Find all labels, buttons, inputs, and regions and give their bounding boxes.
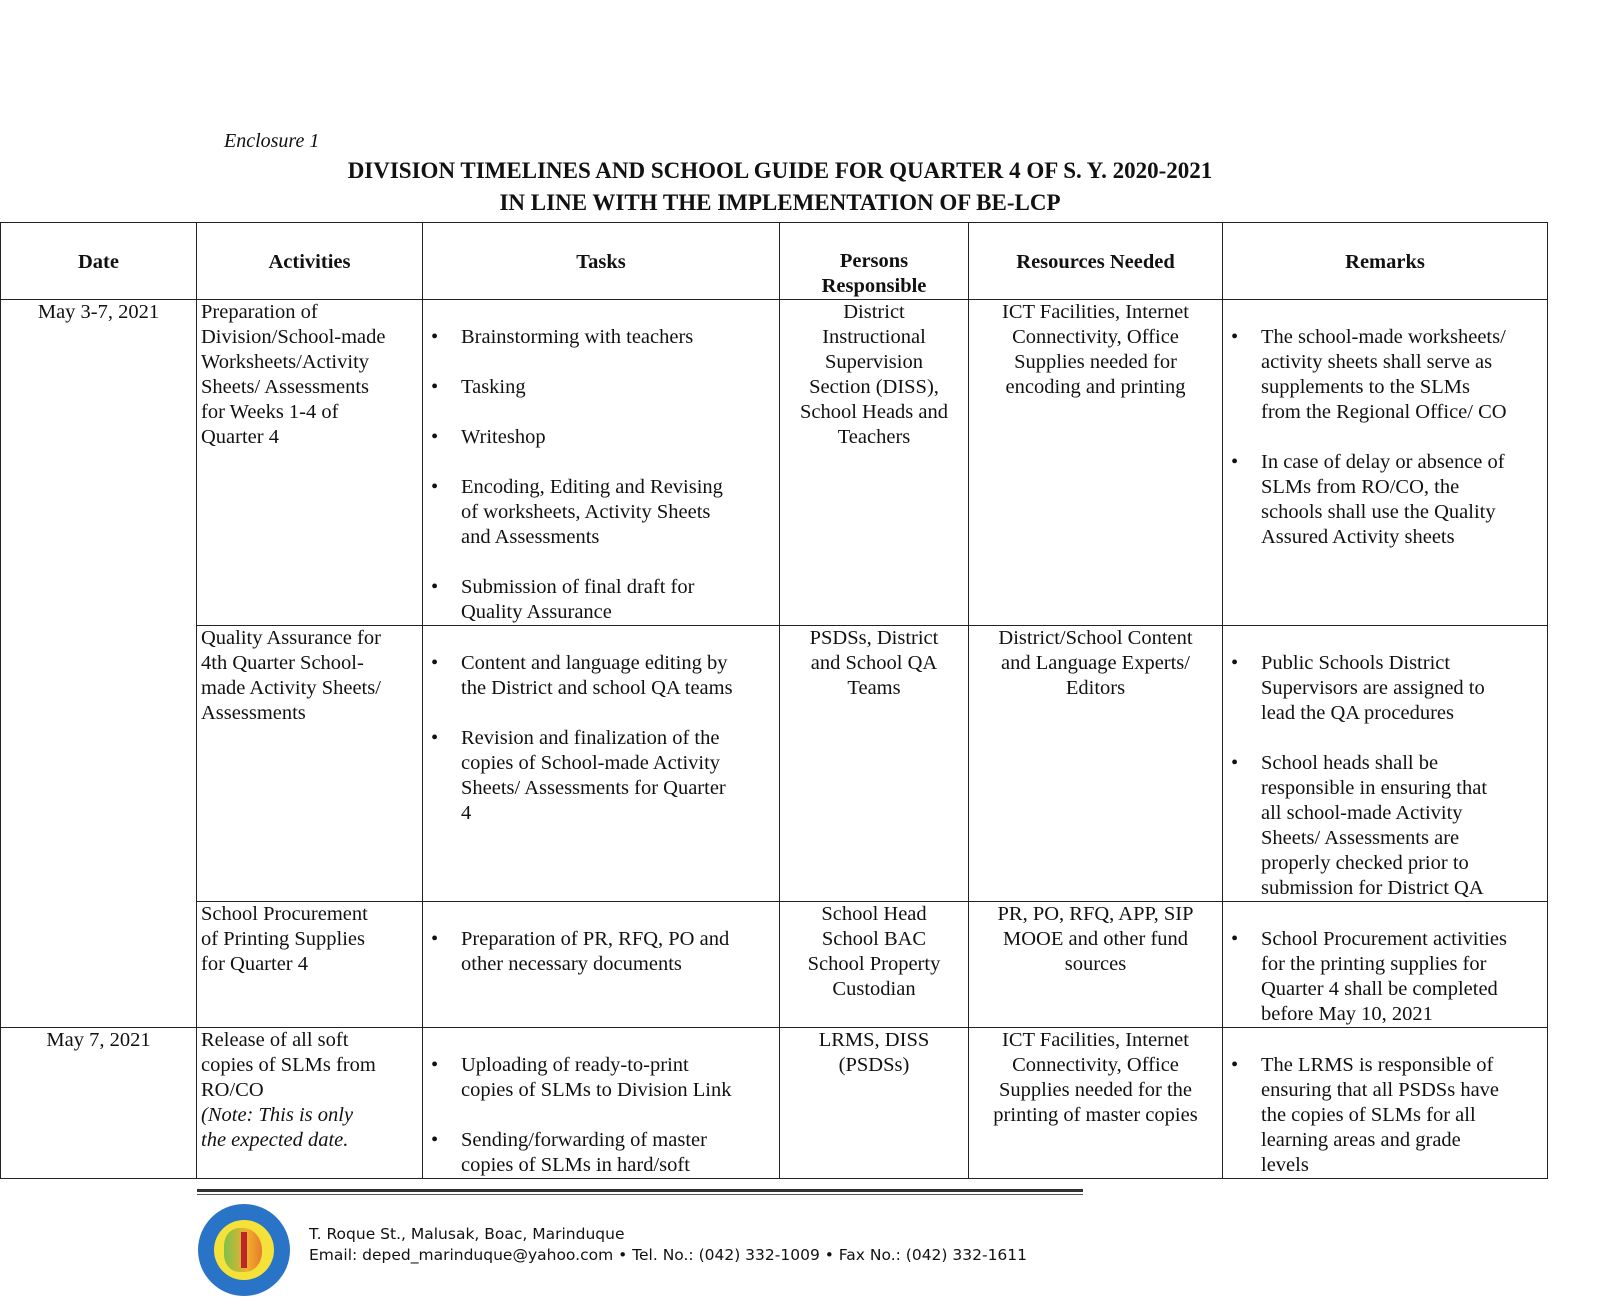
task-item: • Writeshop bbox=[427, 425, 775, 450]
resources-cell: ICT Facilities, Internet Connectivity, Office Supplies needed for the printing of master copies bbox=[969, 1028, 1223, 1179]
table-row bbox=[1, 1028, 1548, 1179]
enclosure-label: Enclosure 1 bbox=[224, 130, 320, 152]
remark-item: • School Procurement activities for the printing supplies for Quarter 4 shall be completed before May 10, 2021 bbox=[1227, 927, 1543, 1027]
resources-cell: District/School Content and Language Experts/ Editors bbox=[969, 626, 1223, 902]
deped-marinduque-seal-logo bbox=[198, 1204, 290, 1296]
footer-contact: Email: deped_marinduque@yahoo.com • Tel. No.: (042) 332-1009 • Fax No.: (042) 332-1611 bbox=[309, 1246, 1028, 1264]
persons-cell: PSDSs, District and School QA Teams bbox=[780, 626, 969, 902]
task-item: • Brainstorming with teachers bbox=[427, 325, 775, 350]
activity-cell bbox=[197, 1028, 423, 1179]
header-resources: Resources Needed bbox=[969, 223, 1223, 300]
task-item: • Preparation of PR, RFQ, PO and other necessary documents bbox=[427, 927, 775, 977]
persons-cell: LRMS, DISS (PSDSs) bbox=[780, 1028, 969, 1179]
task-item: • Content and language editing by the District and school QA teams bbox=[427, 651, 775, 701]
task-item: • Encoding, Editing and Revising of worksheets, Activity Sheets and Assessments bbox=[427, 475, 775, 550]
date-cell: May 3-7, 2021 bbox=[1, 300, 197, 1028]
date-cell: May 7, 2021 bbox=[1, 1028, 197, 1179]
task-item: • Uploading of ready-to-print copies of SLMs to Division Link bbox=[427, 1053, 775, 1103]
task-item: • Sending/forwarding of master copies of SLMs in hard/soft bbox=[427, 1128, 775, 1178]
document-title-line2: IN LINE WITH THE IMPLEMENTATION OF BE-LCP bbox=[499, 190, 1061, 215]
header-tasks: Tasks bbox=[423, 223, 780, 300]
task-item: • Revision and finalization of the copies of School-made Activity Sheets/ Assessments for Quarter 4 bbox=[427, 726, 775, 826]
persons-cell: School Head School BAC School Property Custodian bbox=[780, 902, 969, 1028]
document-body bbox=[0, 222, 1600, 1309]
activity-note: (Note: This is only the expected date. bbox=[201, 1104, 354, 1151]
header-persons: Persons Responsible bbox=[780, 223, 969, 300]
remark-item: • School heads shall be responsible in ensuring that all school-made Activity Sheets/ Assessments are properly checked prior to submission for District QA bbox=[1227, 751, 1543, 901]
remark-item: • The LRMS is responsible of ensuring that all PSDSs have the copies of SLMs for all learning areas and grade levels bbox=[1227, 1053, 1543, 1178]
task-item: • Submission of final draft for Quality Assurance bbox=[427, 575, 775, 625]
remarks-cell bbox=[1223, 300, 1548, 626]
table-row bbox=[1, 902, 1548, 1028]
header-row bbox=[1, 223, 1548, 300]
resources-cell: ICT Facilities, Internet Connectivity, Office Supplies needed for encoding and printing bbox=[969, 300, 1223, 626]
activity-cell: School Procurement of Printing Supplies for Quarter 4 bbox=[197, 902, 423, 1028]
tasks-cell bbox=[423, 902, 780, 1028]
activity-text: Release of all soft copies of SLMs from RO/CO bbox=[201, 1029, 376, 1101]
remarks-cell bbox=[1223, 902, 1548, 1028]
remark-item: • In case of delay or absence of SLMs from RO/CO, the schools shall use the Quality Assured Activity sheets bbox=[1227, 450, 1543, 550]
tasks-cell bbox=[423, 626, 780, 902]
footer-address: T. Roque St., Malusak, Boac, Marinduque bbox=[309, 1225, 625, 1243]
resources-cell: PR, PO, RFQ, APP, SIP MOOE and other fund sources bbox=[969, 902, 1223, 1028]
tasks-cell bbox=[423, 1028, 780, 1179]
activity-cell: Preparation of Division/School-made Worksheets/Activity Sheets/ Assessments for Weeks 1-4 of Quarter 4 bbox=[197, 300, 423, 626]
header-activities: Activities bbox=[197, 223, 423, 300]
remarks-cell bbox=[1223, 1028, 1548, 1179]
tasks-cell bbox=[423, 300, 780, 626]
table-row bbox=[1, 300, 1548, 626]
activity-cell: Quality Assurance for 4th Quarter School- made Activity Sheets/ Assessments bbox=[197, 626, 423, 902]
footer bbox=[0, 1189, 1600, 1309]
task-item: • Tasking bbox=[427, 375, 775, 400]
remark-item: • The school-made worksheets/ activity sheets shall serve as supplements to the SLMs from the Regional Office/ CO bbox=[1227, 325, 1543, 425]
table-row bbox=[1, 626, 1548, 902]
footer-divider bbox=[197, 1189, 1083, 1192]
remark-item: • Public Schools District Supervisors are assigned to lead the QA procedures bbox=[1227, 651, 1543, 726]
remarks-cell bbox=[1223, 626, 1548, 902]
header-remarks: Remarks bbox=[1223, 223, 1548, 300]
persons-cell: District Instructional Supervision Section (DISS), School Heads and Teachers bbox=[780, 300, 969, 626]
document-title-line1: DIVISION TIMELINES AND SCHOOL GUIDE FOR QUARTER 4 OF S. Y. 2020-2021 bbox=[347, 158, 1213, 183]
header-date: Date bbox=[1, 223, 197, 300]
timeline-table bbox=[0, 222, 1548, 1179]
footer-divider-thin bbox=[197, 1194, 1083, 1195]
